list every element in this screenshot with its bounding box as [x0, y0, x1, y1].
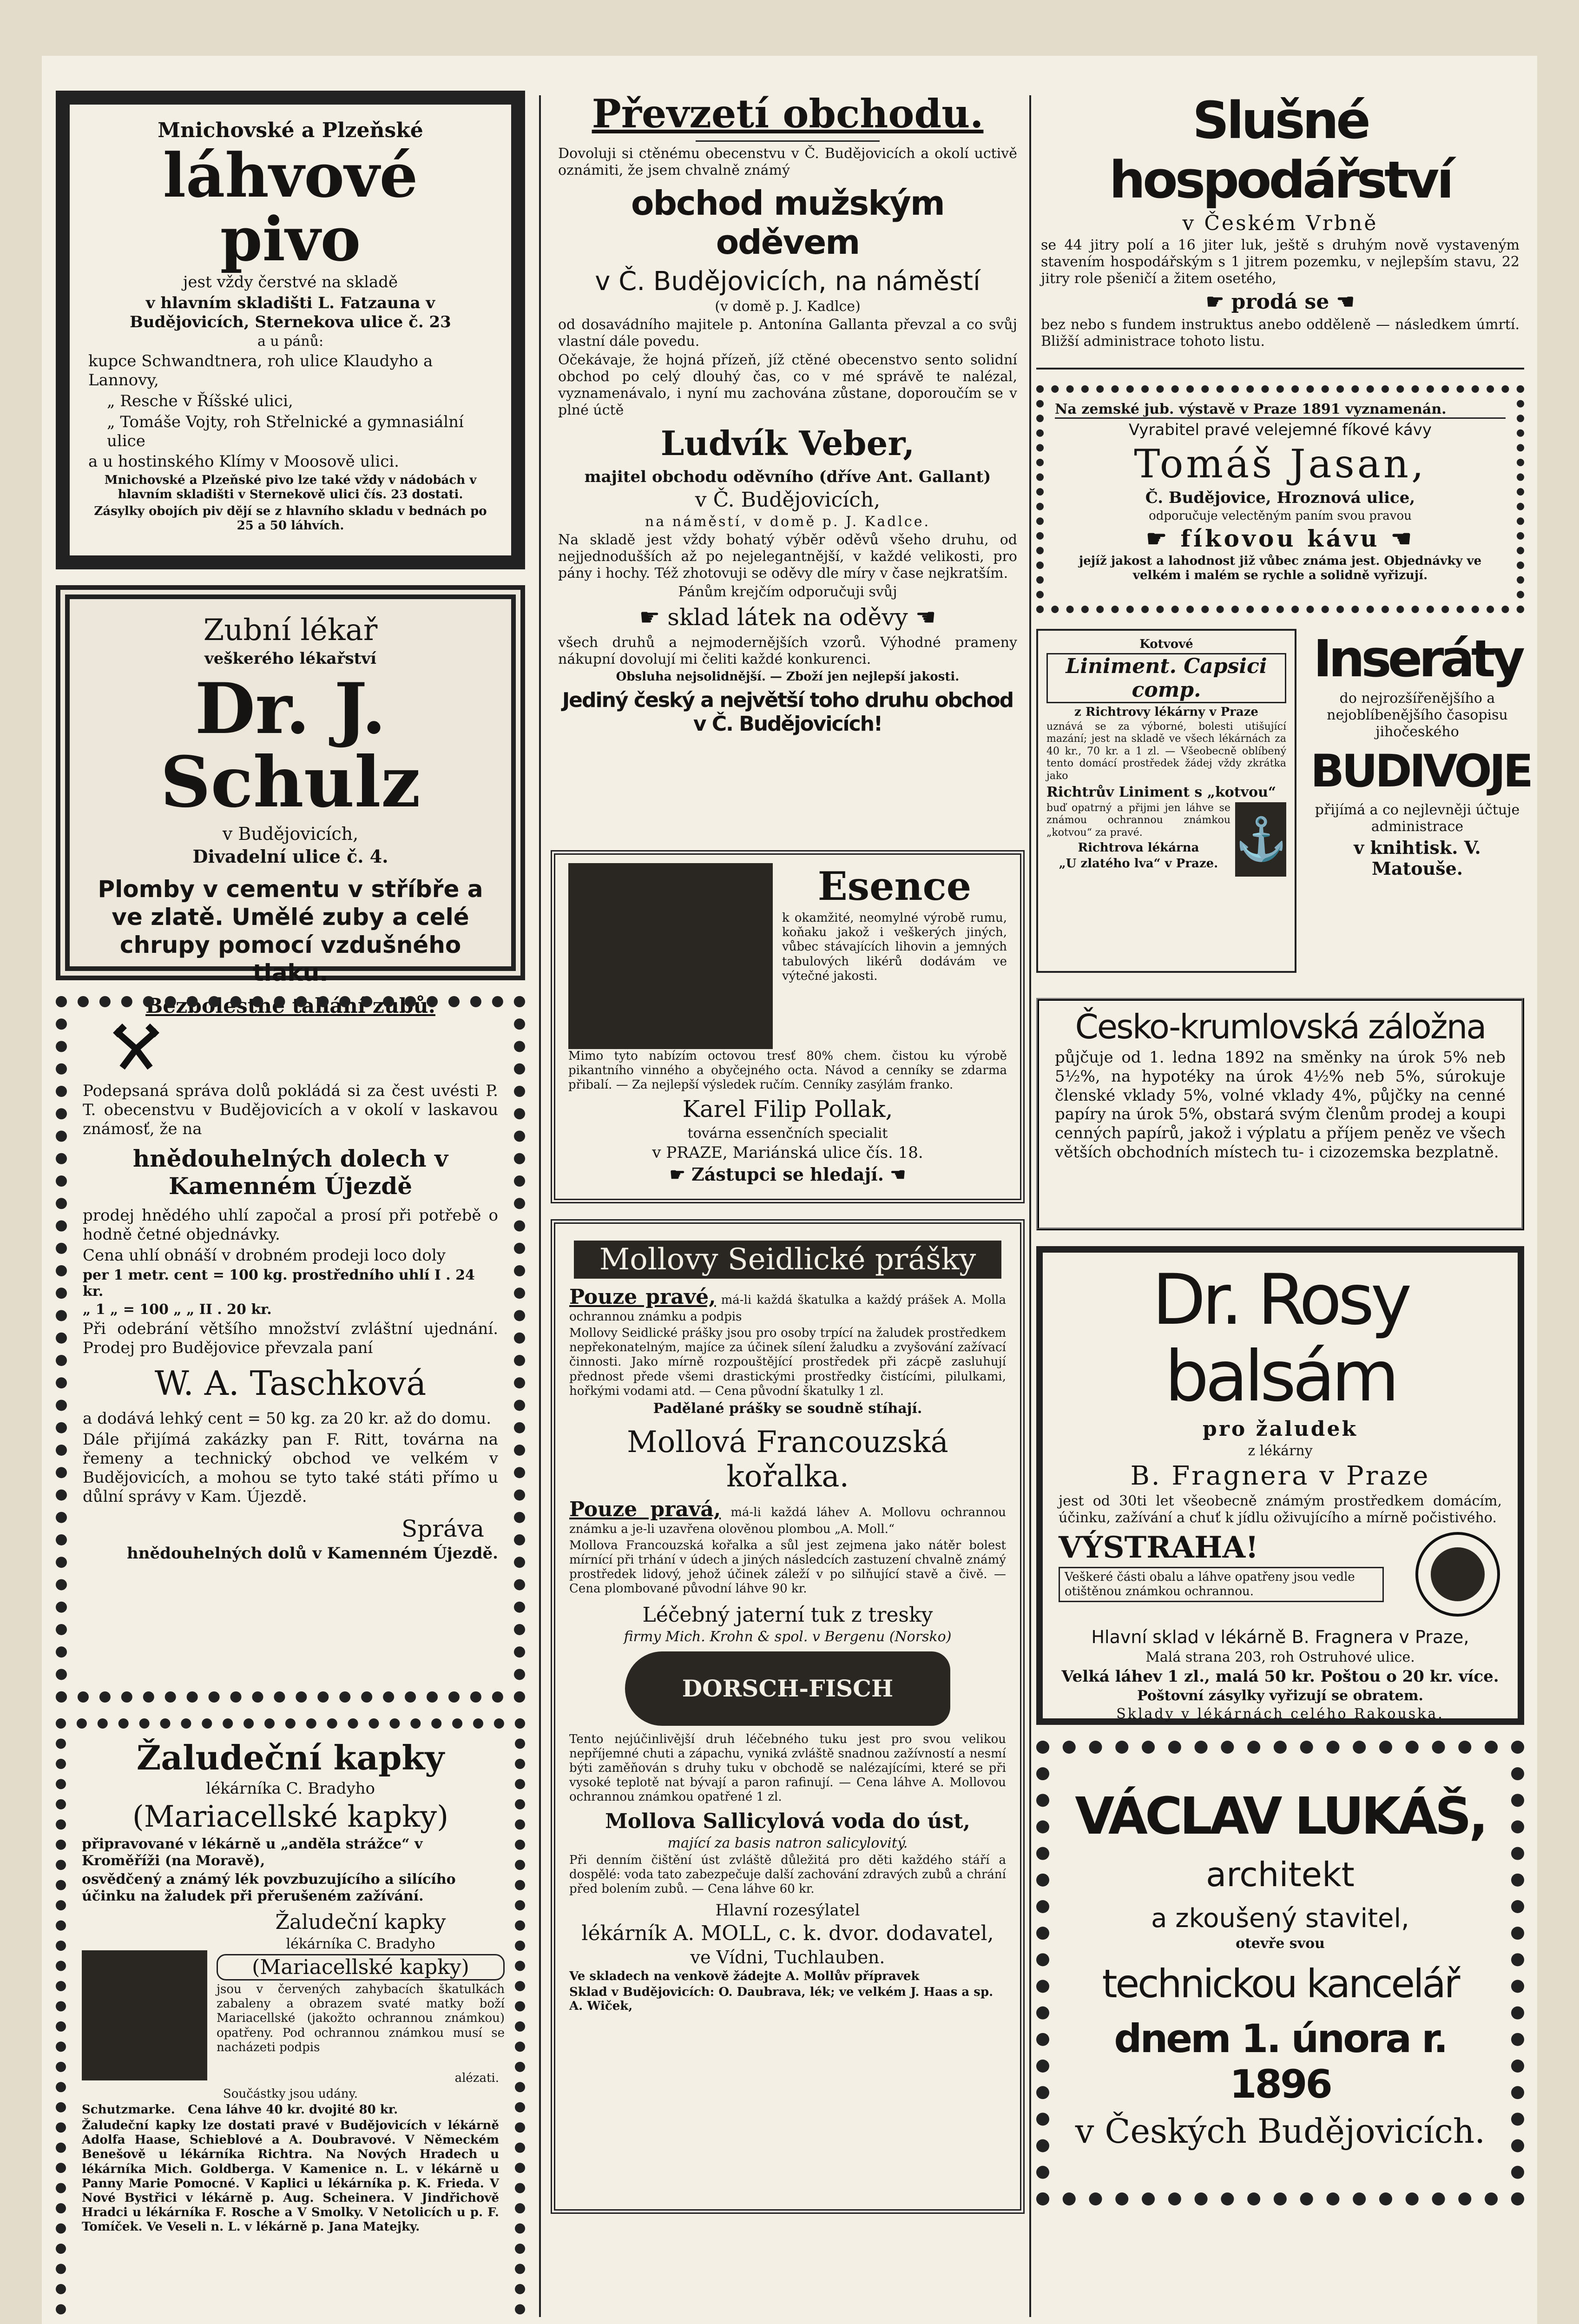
ad-text: jest vždy čerstvé na skladě [183, 273, 398, 291]
pointing-hand-icon: ☛ [669, 1163, 692, 1185]
ad-text: Mnichovské a Plzeňské pivo lze také vždy v nádobách v hlavním skladišti v Sternekově ulici čís. 23 dostati. [104, 473, 477, 502]
ad-fig-coffee [1036, 385, 1524, 613]
pointing-hand-icon: ☚ [1380, 525, 1415, 552]
ad-architect [1036, 1741, 1524, 2205]
ad-title: láhvové pivo [163, 140, 418, 275]
ad-text: ve Vídni, Tuchlauben. [690, 1947, 885, 1968]
ad-text: „ 1 „ = 100 „ „ II . 20 kr. [83, 1301, 272, 1318]
ad-text: buď opatrný a přijmi jen láhve se známou ochrannou známkou „kotvou“ za pravé. [1046, 802, 1230, 838]
ad-text: „ Tomáše Vojty, roh Střelnické a gymnasiální ulice [107, 412, 464, 450]
ad-essence [551, 850, 1025, 1203]
ad-heading: B. Fragnera v Praze [1130, 1461, 1430, 1491]
ad-text: Mollova Francouzská kořalka a sůl jest zejmena jako nátěr bolest mírnící při trhání v údech a jiných následcích zastuzení chvalně známý prostředek lidový, jehož účinek záleží v po silňující stavě a čivě. — Cena plombované původní láhve 90 kr. [569, 1538, 1006, 1596]
ad-heading: (Mariacellské kapky) [217, 1954, 505, 1981]
warning-heading: VÝSTRAHA! [1059, 1530, 1259, 1565]
ad-text [82, 2103, 499, 2117]
ad-krumlov-bank [1036, 998, 1524, 1230]
ad-text: mající za basis natron salicylovitý. [667, 1835, 908, 1851]
ad-text: se 44 jitry polí a 16 jiter luk, ještě s druhým nově vystaveným stavením hospodářským s 1 jitrem pozemku, v nejlepším stavu, 22 jitry role pšeničí a žitem osetého, [1041, 237, 1520, 287]
ad-text: z Richtrovy lékárny v Praze [1074, 705, 1258, 719]
price-text: Cena láhve 40 kr. dvojité 80 kr. [188, 2103, 398, 2117]
ad-text: Cena uhlí obnáší v drobném prodeji loco doly [83, 1246, 446, 1265]
ad-text: Richtrův Liniment s „kotvou“ [1046, 784, 1276, 800]
ad-text: per 1 metr. cent = 100 kg. prostředního uhlí I . 24 kr. [83, 1267, 475, 1300]
ad-text: Na skladě jest vždy bohatý výběr oděvů všeho druhu, od nejjednodušších až po nejelegantnější, v každé velikosti, pro pány i hochy. Též zhotovuji se oděvy dle míry v čase nejkratším. [558, 532, 1017, 581]
ad-text: půjčuje od 1. ledna 1892 na směnky na úrok 5% neb 5½%, na hypotéky na úrok 4½% neb 5%, súrokuje členské vklady 5%, volné vklady 4%, půjčky na cenné papíry na úrok 5%, obstará svým členům prodej a koupi cenných papírů, jakož i výplatu a příjem peněz ve všech větších obchodních místech tu- i cizozemska bezplatně. [1055, 1048, 1506, 1162]
ad-text: Mollovy Seidlické prášky jsou pro osoby trpící na žaludek prostředkem nepřekonatelným, majíce za účinek sílení žaludku a zvyšování zažívací činnosti. Jako mírně rozpouštějící prostředek při zácpě zasluhují přednost přede všemi drastickými prostředky čistícími, pilulkami, hořkými vodami atd. — Cena původní škatulky 1 zl. [569, 1326, 1006, 1398]
cellar-engraving-image [568, 863, 773, 1049]
pointing-hand-icon: ☚ [883, 1163, 906, 1185]
ad-text: přijímá a co nejlevněji účtuje administrace [1315, 802, 1520, 835]
ad-text: a u pánů: [257, 333, 324, 350]
ad-signature: Karel Filip Pollak, [682, 1095, 893, 1122]
ad-title: Tomáš Jasan, [1134, 441, 1427, 487]
ad-text: Na zemské jub. výstavě v Praze 1891 vyznamenán. [1055, 401, 1506, 419]
ad-text: Dále přijímá zakázky pan F. Ritt, továrna na řemeny a technický obchod ve velkém v Budějovicích, a mohou se tyto také státi přímo u důlní správy v Kam. Újezdě. [83, 1430, 498, 1506]
ad-heading: technickou kancelář [1102, 1961, 1459, 2007]
ad-text: veškerého lékařství [204, 649, 377, 668]
ad-heading: (Mariacellské kapky) [132, 1800, 449, 1834]
ad-heading: v Č. Budějovicích, na náměstí [595, 266, 980, 297]
column-rule [539, 95, 541, 2317]
ad-heading: Pouze pravé, [569, 1285, 716, 1309]
ad-signature: Ludvík Veber, [660, 423, 915, 463]
ad-text: Očekávaje, že hojná přízeň, jíž ctěné obecenstvo sento solidní obchod po celý dlouhý čas, co v mé správě te nalézal, vyznamenávalo, i nyní mu zachována zůstane, doporoučím se v plné úctě [558, 352, 1017, 418]
ad-text: od dosavádního majitele p. Antonína Gallanta převzal a co svůj vlastní dále povedu. [558, 317, 1017, 350]
divider [696, 140, 879, 142]
ad-text: Tento nejúčinlivější druh léčebného tuku jest pro svou velikou nepříjemné chuti a zápachu, vyniká zvláště snadnou zažívností a nesmí býti zaměňován s druhy tuku v obchodě se nalézajícími, které se při vysoké teplotě nat bývají a paron rafinují. — Cena láhve A. Mollovou ochrannou známkou opatřené 1 zl. [569, 1732, 1006, 1804]
ad-text: Žaludeční kapky lze dostati pravé v Budějovicích v lékárně Adolfa Haase, Schieblové a A. Doubravové. V Německém Benešově u lékárníka Richtra. Na Nových Hradech u lékárníka Mich. Goldberga. V Kamenice n. L. v lékárně u Panny Marie Pomocné. V Kaplici u lékárníka p. K. Frieda. V Nové Bystřici v lékárně p. Aug. Scheinera. V Jindřichově Hradci u lékárníka F. Rosche a V Smolky. V Netolicích u p. F. Tomíček. Ve Veseli n. L. v lékárně p. Jana Matejky. [82, 2119, 499, 2234]
ad-text: na náměstí, v domě p. J. Kadlce. [645, 514, 930, 530]
ad-heading: architekt [1206, 1855, 1355, 1894]
ad-text: Ve skladech na venkově žádejte A. Mollův přípravek [569, 1969, 920, 1984]
ad-text: Hlavní sklad v lékárně B. Fragnera v Praze, [1091, 1627, 1469, 1647]
ad-text: Veškeré části obalu a láhve opatřeny jsou vedle otištěnou známkou ochrannou. [1059, 1567, 1384, 1602]
ad-text: Dovoluji si ctěnému obecenstvu v Č. Budějovicích a okolí uctivě oznámiti, že jsem chvalně známý [558, 145, 1017, 178]
ad-text: alézati. [454, 2071, 499, 2085]
ad-title: Dr. Rosy balsám [1152, 1260, 1408, 1417]
ad-clothing [551, 91, 1025, 834]
ad-text: v Č. Budějovicích, [695, 488, 881, 512]
ad-text: továrna essenčních specialit [687, 1125, 888, 1142]
ad-coal [56, 996, 525, 1703]
ad-text: Obsluha nejsolidnější. — Zboží jen nejlepší jakosti. [616, 670, 960, 684]
ad-text: v Budějovicích, [222, 824, 359, 844]
ad-text: má-li každá škatulka a každý prášek A. Molla ochrannou známku a podpis [569, 1293, 1006, 1324]
ad-text: bez nebo s fundem instruktus anebo odděleně — následkem úmrtí. Bližší administrace tohoto listu. [1041, 317, 1520, 350]
ad-text: v knihtisk. V. Matouše. [1354, 837, 1481, 879]
ad-text: ☛ Zástupci se hledají. ☚ [669, 1163, 906, 1185]
ad-heading: Liniment. Capsici comp. [1046, 653, 1286, 703]
pointing-hand-icon: ☛ [639, 604, 668, 631]
ad-heading: v Českém Vrbně [1182, 211, 1378, 235]
ad-title: Esence [817, 863, 972, 909]
ad-title: Inseráty [1313, 629, 1522, 688]
pointing-hand-icon: ☛ [1205, 290, 1231, 314]
ad-text: Pánům krejčím odporučuji svůj [678, 584, 897, 600]
ad-text: jest od 30ti let všeobecně známým prostředkem domácím, účinku, zažívání a chuť k jídlu oživujícího a mírně počistivého. [1059, 1493, 1502, 1526]
ad-heading: hnědouhelných dolech v Kamenném Újezdě [132, 1145, 448, 1200]
hammers-icon [111, 1021, 166, 1072]
ad-moll [551, 1219, 1025, 2214]
fish-illustration: DORSCH-FISCH [625, 1651, 950, 1726]
ad-text: uznává se za výborné, bolesti utišující mazání; jest na skladě ve všech lékárnách za 40 kr., 70 kr. a 1 zl. — Všeobecně oblíbený tento domácí prostředek žádej vždy zkrátka jako [1046, 721, 1286, 782]
ad-text: jejíž jakost a lahodnost již vůbec známa jest. Objednávky ve velkém i malém se rychle a solidně vyřizují. [1079, 554, 1482, 583]
pointing-hand-icon: ☚ [908, 604, 936, 631]
ad-farm [1036, 91, 1524, 370]
ad-signature: lékárník A. MOLL, c. k. dvor. dodavatel, [581, 1921, 994, 1946]
ad-text: Padělané prášky se soudně stíhají. [653, 1400, 922, 1417]
ad-text: připravované v lékárně u „anděla strážce“ v Kroměříži (na Moravě), [82, 1836, 423, 1869]
ad-text: Hlavní rozesýlatel [715, 1901, 860, 1920]
ad-title: VÁCLAV LUKÁŠ, [1075, 1786, 1486, 1846]
ad-text: Při denním čištění úst zvláště důležitá pro děti každého stáří a dospělé: voda tato zabezpečuje další zachování zdravých zubů a chrání před bolením zubů. — Cena láhve 60 kr. [569, 1853, 1006, 1896]
ad-text: v hlavním skladišti L. Fatzauna v Budějovicích, Sternekova ulice č. 23 [130, 293, 451, 331]
pointing-hand-icon: ☚ [1329, 290, 1355, 314]
ad-title: Převzetí obchodu. [592, 91, 984, 137]
ad-text: jsou v červených zahybacích škatulkách zabaleny a obrazem svaté matky boží Mariacellské (jakožto ochrannou známkou) opatřeny. Pod ochrannou známkou musí se nacházeti podpis [217, 1982, 505, 2054]
ad-dentist [56, 585, 525, 1018]
eagle-seal-icon [1414, 1530, 1502, 1618]
madonna-engraving-image [82, 1950, 207, 2080]
ad-signature: hnědouhelných dolů v Kamenném Újezdě. [127, 1544, 498, 1563]
ad-text: „ Resche v Říšské ulici, [107, 391, 293, 410]
ad-text: k okamžité, neomylné výrobě rumu, koňaku jakož i veškerých jiných, vůbec stávajících lihovin a jemných tabulových likérů dodávám ve výtečné jakosti. [782, 911, 1007, 983]
ad-text: Sklad v Budějovicích: O. Daubrava, lék; ve velkém J. Haas a sp. A. Wiček, [569, 1985, 993, 2014]
ad-text: má-li každá láhev A. Mollovu ochrannou známku a je-li uzavřena olověnou plombou „A. Moll.“ [569, 1505, 1006, 1536]
ad-title: Mollovy Seidlické prášky [574, 1241, 1001, 1279]
ad-heading: Pouze pravá, [569, 1497, 721, 1521]
ad-text: firmy Mich. Krohn & spol. v Bergenu (Norsko) [624, 1628, 952, 1645]
ad-heading: ☛ sklad látek na oděvy ☚ [639, 604, 936, 631]
ad-heading: a zkoušený stavitel, [1151, 1903, 1409, 1934]
ad-title: Slušné hospodářství [1109, 91, 1452, 210]
ad-heading: obchod mužským oděvem [631, 184, 944, 262]
ad-text: Plomby v cementu v stříbře a ve zlatě. Umělé zuby a celé chrupy pomocí vzdušného tlaku. [98, 876, 483, 986]
ad-text: Mimo tyto nabízím octovou tresť 80% chem. čistou ku výrobě pikantního vinného a obyčejného octa. Návod a cenníky se zdarma přibalí. — Za nejlepší výsledek ručím. Cenníky zasýlám franko. [568, 1049, 1007, 1092]
ad-stomach-drops [56, 1718, 525, 2324]
ad-text: prodej hnědého uhlí započal a prosí při potřebě o hodně četné objednávky. [83, 1206, 498, 1244]
ad-beer [56, 91, 525, 569]
ad-text: Zásylky obojích piv dějí se z hlavního skladu v bednách po 25 a 50 láhvích. [94, 504, 487, 533]
column-rule [1029, 95, 1031, 2317]
ad-heading: ☛ prodá se ☚ [1205, 290, 1355, 314]
ad-title: Dr. J. Schulz [160, 668, 421, 823]
ad-heading: Zubní lékař [203, 613, 378, 647]
ad-text: osvědčený a známý lék povzbuzujícího a silícího účinku na žaludek při přerušeném zažívání. [82, 1871, 456, 1904]
ad-text: Č. Budějovice, Hroznová ulice, [1145, 489, 1415, 507]
ad-heading: ☛ fíkovou kávu ☚ [1146, 525, 1415, 552]
ad-rosy-balsam [1036, 1246, 1524, 1725]
ad-title: W. A. Taschková [154, 1364, 427, 1403]
trademark-label: Schutzmarke. [82, 2103, 175, 2117]
ad-text: a dodává lehký cent = 50 kg. za 20 kr. až do domu. [83, 1409, 492, 1428]
ad-heading: Jediný český a největší toho druhu obchod v Č. Budějovicích! [562, 688, 1013, 736]
ad-heading: Mnichovské a Plzeňské [158, 119, 423, 142]
ad-title: Česko-krumlovská záložna [1075, 1007, 1486, 1046]
ad-heading: Mollová Francouzská kořalka. [627, 1425, 948, 1494]
ad-heading: dnem 1. února r. 1896 [1114, 2016, 1447, 2107]
pointing-hand-icon: ☛ [1146, 525, 1181, 552]
ad-text: Sklady v lékárnách celého Rakouska. [1116, 1706, 1444, 1722]
ad-liniment [1036, 629, 1296, 973]
ad-text: lékárníka C. Bradyho [286, 1936, 435, 1952]
ad-heading: pro žaludek [1202, 1417, 1358, 1441]
ad-text: a u hostinského Klímy v Moosově ulici. [88, 452, 399, 471]
column-left [56, 91, 525, 2324]
ad-text: Kotvové [1139, 637, 1193, 651]
ad-text: Malá strana 203, roh Ostruhové ulice. [1145, 1649, 1415, 1665]
ad-text: Velká láhev 1 zl., malá 50 kr. Poštou o 20 kr. více. [1061, 1667, 1499, 1686]
ad-text: Richtrova lékárna [1078, 841, 1199, 855]
ad-text: Bezbolestné tahání zubů. [145, 994, 435, 1018]
ad-text: Podepsaná správa dolů pokládá si za čest uvésti P. T. obecenstvu v Budějovicích a v okolí v laskavou známosť, že na [83, 1082, 498, 1138]
column-middle [551, 91, 1025, 2230]
ad-title: Žaludeční kapky [136, 1738, 445, 1777]
ad-text: v PRAZE, Mariánská ulice čís. 18. [652, 1143, 923, 1162]
ad-heading: v Českých Budějovicích. [1075, 2112, 1486, 2151]
ad-text: do nejrozšířenějšího a nejoblíbenějšího časopisu jihočeského [1327, 690, 1508, 740]
ad-text: lékárníka C. Bradyho [206, 1779, 375, 1798]
ad-text: Poštovní zásylky vyřizují se obratem. [1137, 1688, 1423, 1704]
ad-text: majitel obchodu oděvního (dříve Ant. Gallant) [584, 468, 991, 486]
ad-heading: BUDIVOJE [1310, 745, 1531, 797]
column-right [1036, 91, 1531, 2221]
ad-heading: Léčebný jaterní tuk z tresky [642, 1603, 933, 1627]
ad-inserty [1310, 629, 1531, 973]
ad-signature: Správa [401, 1515, 484, 1543]
ad-text: „U zlatého lva“ v Praze. [1059, 857, 1218, 871]
anchor-icon: ⚓ [1235, 802, 1286, 877]
ad-text: Při odebrání většího množství zvláštní ujednání. Prodej pro Budějovice převzala paní [83, 1319, 498, 1357]
ad-text: Součástky jsou udány. [223, 2087, 358, 2101]
row-liniment-inserty [1036, 629, 1531, 982]
ad-text: z lékárny [1248, 1443, 1313, 1459]
ad-text: (v domě p. J. Kadlce) [715, 298, 861, 315]
ad-text: Divadelní ulice č. 4. [192, 846, 388, 867]
ad-heading: Žaludeční kapky [275, 1910, 446, 1934]
ad-heading: Mollova Sallicylová voda do úst, [605, 1809, 970, 1833]
ad-text: otevře svou [1236, 1935, 1325, 1952]
ad-text: odporučuje velectěným paním svou pravou [1149, 509, 1412, 523]
ad-text: Vyrabitel pravé velejemné fíkové kávy [1129, 421, 1432, 439]
ad-text: kupce Schwandtnera, roh ulice Klaudyho a Lannovy, [88, 352, 433, 390]
ad-text: všech druhů a nejmodernějších vzorů. Výhodné prameny nákupní dovolují mi čeliti každé konkurenci. [558, 634, 1017, 667]
